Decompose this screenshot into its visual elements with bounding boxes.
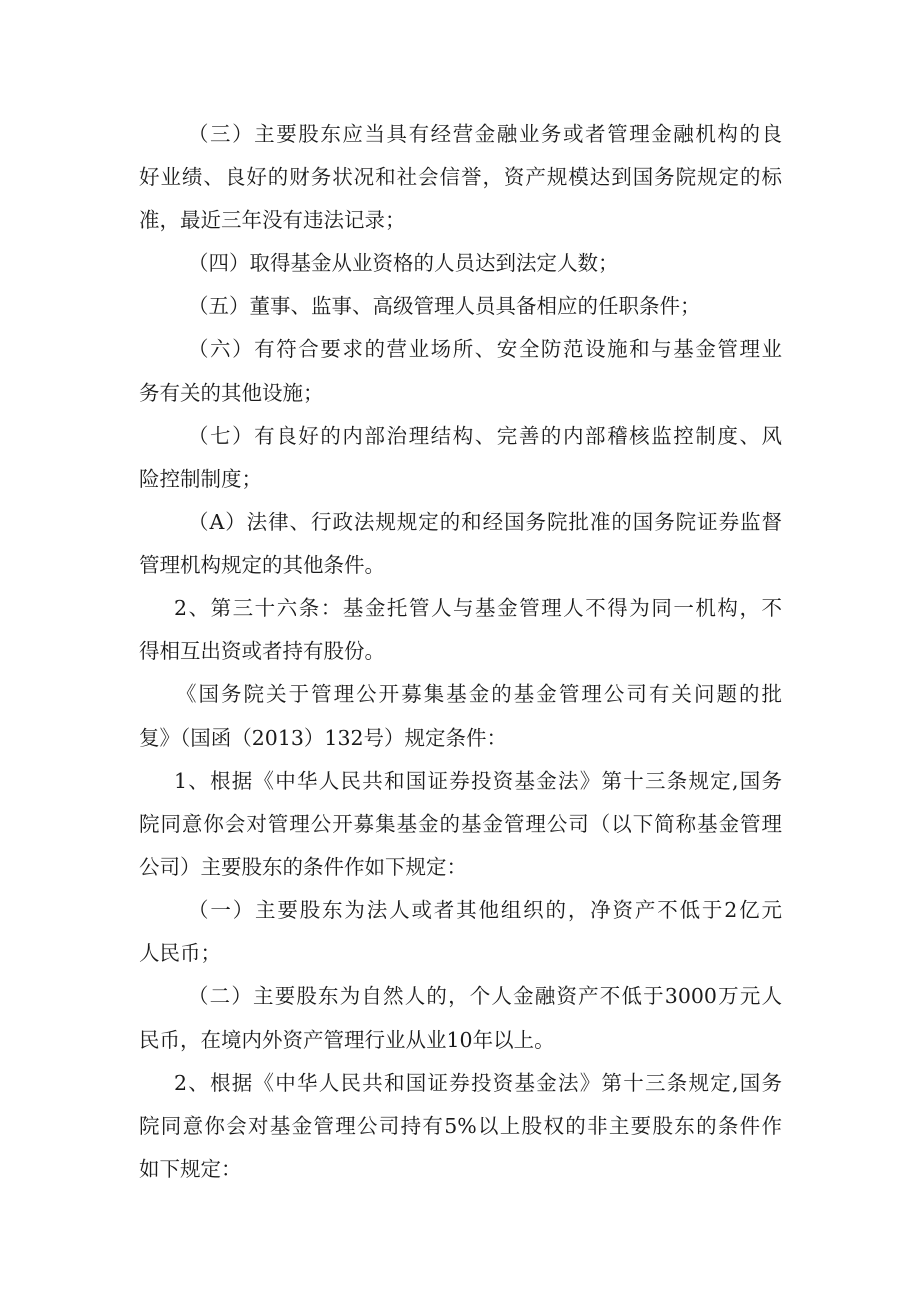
text-line: （六）有符合要求的营业场所、安全防范设施和与基金管理业 [188,337,782,361]
text-line: 准，最近三年没有违法记录； [139,208,406,232]
text-line: 管理机构规定的其他条件。 [139,553,385,577]
text-line: 得相互出资或者持有股份。 [139,639,385,663]
text-line: 复》（国函（2013）132号）规定条件： [139,726,508,750]
text-line: 如下规定： [139,1157,242,1181]
text-line: 务有关的其他设施； [139,381,324,405]
text-line: （七）有良好的内部治理结构、完善的内部稽核监控制度、风 [188,424,782,448]
text-line: 民币，在境内外资产管理行业从业10年以上。 [139,1028,555,1052]
text-line: 险控制制度； [139,467,262,491]
text-line: 好业绩、良好的财务状况和社会信誉，资产规模达到国务院规定的标 [139,165,782,189]
text-line: 2、根据《中华人民共和国证券投资基金法》第十三条规定,国务 [174,1071,782,1095]
text-line: 院同意你会对管理公开募集基金的基金管理公司（以下简称基金管理 [139,812,782,836]
text-line: 2、第三十六条：基金托管人与基金管理人不得为同一机构，不 [174,596,782,620]
text-line: 1、根据《中华人民共和国证券投资基金法》第十三条规定,国务 [174,769,782,793]
text-line: （四）取得基金从业资格的人员达到法定人数； [188,251,619,275]
text-line: （三）主要股东应当具有经营金融业务或者管理金融机构的良 [188,122,782,146]
text-line: 《国务院关于管理公开募集基金的基金管理公司有关问题的批 [176,682,782,706]
text-line: （五）董事、监事、高级管理人员具备相应的任职条件； [188,294,701,318]
text-line: 公司）主要股东的条件作如下规定： [139,855,467,879]
text-line: 人民币； [139,941,221,965]
text-line: （一）主要股东为法人或者其他组织的，净资产不低于2亿元 [188,898,782,922]
text-line: （二）主要股东为自然人的，个人金融资产不低于3000万元人 [188,984,782,1008]
text-line: 院同意你会对基金管理公司持有5%以上股权的非主要股东的条件作 [139,1114,782,1138]
text-line: （A）法律、行政法规规定的和经国务院批准的国务院证券监督 [188,510,782,534]
